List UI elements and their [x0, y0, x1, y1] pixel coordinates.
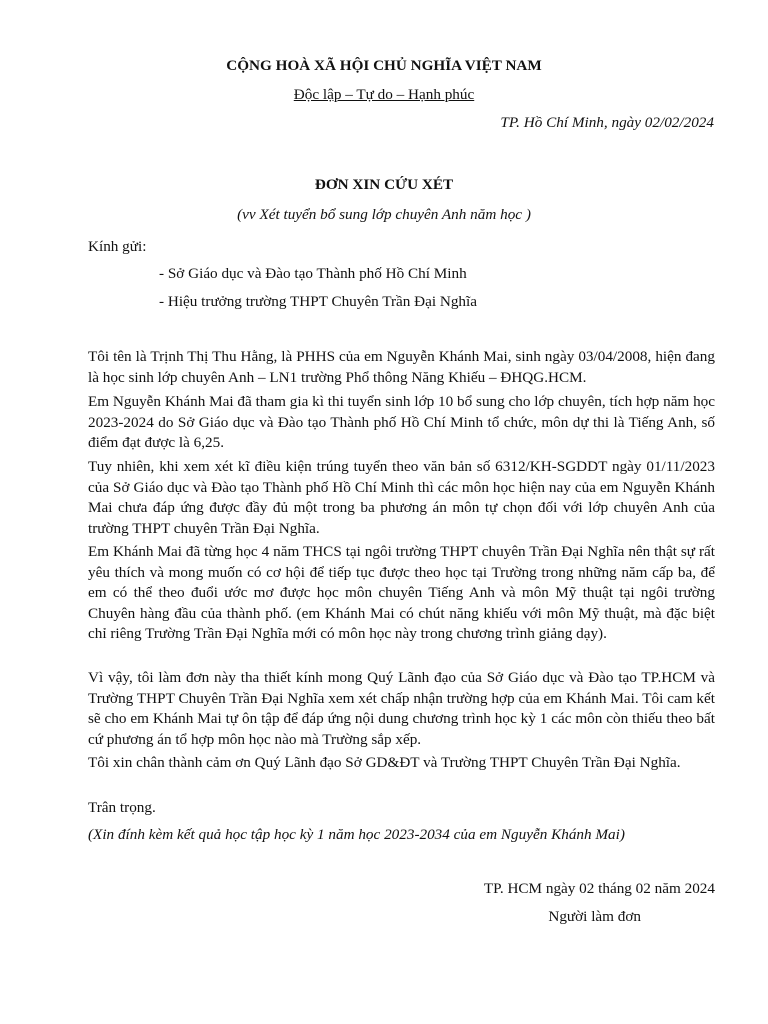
body-paragraph: Tuy nhiên, khi xem xét kĩ điều kiện trúng tuyển theo văn bản số 6312/KH-SGDDT ngày 01/11/2023 của Sở Giáo dục và Đào tạo Thành phố Hồ Chí Minh thì các môn học hiện nay của em Nguyễn Khánh Mai chưa đáp ứng được đầy đủ một trong ba phương án môn tự chọn đối với lớp chuyên Anh của trường THPT chuyên Trần Đại Nghĩa.	[88, 458, 715, 537]
document-title: ĐƠN XIN CỨU XÉT	[314, 176, 454, 193]
attachment-note: (Xin đính kèm kết quả học tập học kỳ 1 năm học 2023-2034 của em Nguyễn Khánh Mai)	[88, 826, 625, 843]
body-paragraph: Tôi tên là Trịnh Thị Thu Hằng, là PHHS của em Nguyễn Khánh Mai, sinh ngày 03/04/2008, hiện đang là học sinh lớp chuyên Anh – LN1 trường Phổ thông Năng Khiếu – ĐHQG.HCM.	[88, 348, 715, 386]
recipient-item: - Hiệu trưởng trường THPT Chuyên Trần Đại Nghĩa	[159, 293, 477, 310]
body-paragraph: Em Nguyễn Khánh Mai đã tham gia kì thi tuyển sinh lớp 10 bổ sung cho lớp chuyên, tích hợp năm học 2023-2024 do Sở Giáo dục và Đào tạo Thành phố Hồ Chí Minh tổ chức, môn dự thi là Tiếng Anh, số điểm đạt được là 6,25.	[88, 393, 715, 451]
signer-label: Người làm đơn	[548, 908, 641, 925]
national-title: CỘNG HOÀ XÃ HỘI CHỦ NGHĨA VIỆT NAM	[226, 57, 542, 74]
motto-text: Độc lập – Tự do – Hạnh phúc	[293, 86, 475, 103]
closing-text: Trân trọng.	[88, 799, 156, 816]
header-place-date: TP. Hồ Chí Minh, ngày 02/02/2024	[500, 114, 714, 131]
recipient-item: - Sở Giáo dục và Đào tạo Thành phố Hồ Chí Minh	[159, 265, 467, 282]
recipients-label: Kính gửi:	[88, 238, 147, 255]
body-paragraph: Em Khánh Mai đã từng học 4 năm THCS tại ngôi trường THPT chuyên Trần Đại Nghĩa nên thật sự rất yêu thích và mong muốn có cơ hội để tiếp tục được theo học tại Trường trong những năm cấp ba, để em có thể theo đuổi ước mơ được học môn chuyên Tiếng Anh và môn Mỹ thuật tại ngôi trường Chuyên hàng đầu của thành phố. (em Khánh Mai có chút năng khiếu với môn Mỹ thuật, mà đặc biệt chỉ riêng Trường Trần Đại Nghĩa mới có môn học này trong chương trình giảng dạy).	[88, 543, 715, 642]
body-paragraph: Vì vậy, tôi làm đơn này tha thiết kính mong Quý Lãnh đạo của Sở Giáo dục và Đào tạo TP.HCM và Trường THPT Chuyên Trần Đại Nghĩa xem xét chấp nhận trường hợp của em Khánh Mai. Tôi cam kết sẽ cho em Khánh Mai tự ôn tập để đáp ứng nội dung chương trình học kỳ 1 các môn còn thiếu theo bất cứ phương án tổ hợp môn học nào mà Trường sắp xếp.	[88, 669, 715, 748]
national-motto	[0, 85, 768, 106]
document-subtitle: (vv Xét tuyển bổ sung lớp chuyên Anh năm học )	[237, 206, 531, 223]
signature-place-date: TP. HCM ngày 02 tháng 02 năm 2024	[483, 880, 715, 897]
body-paragraph: Tôi xin chân thành cảm ơn Quý Lãnh đạo Sở GD&ĐT và Trường THPT Chuyên Trần Đại Nghĩa.	[88, 754, 681, 771]
